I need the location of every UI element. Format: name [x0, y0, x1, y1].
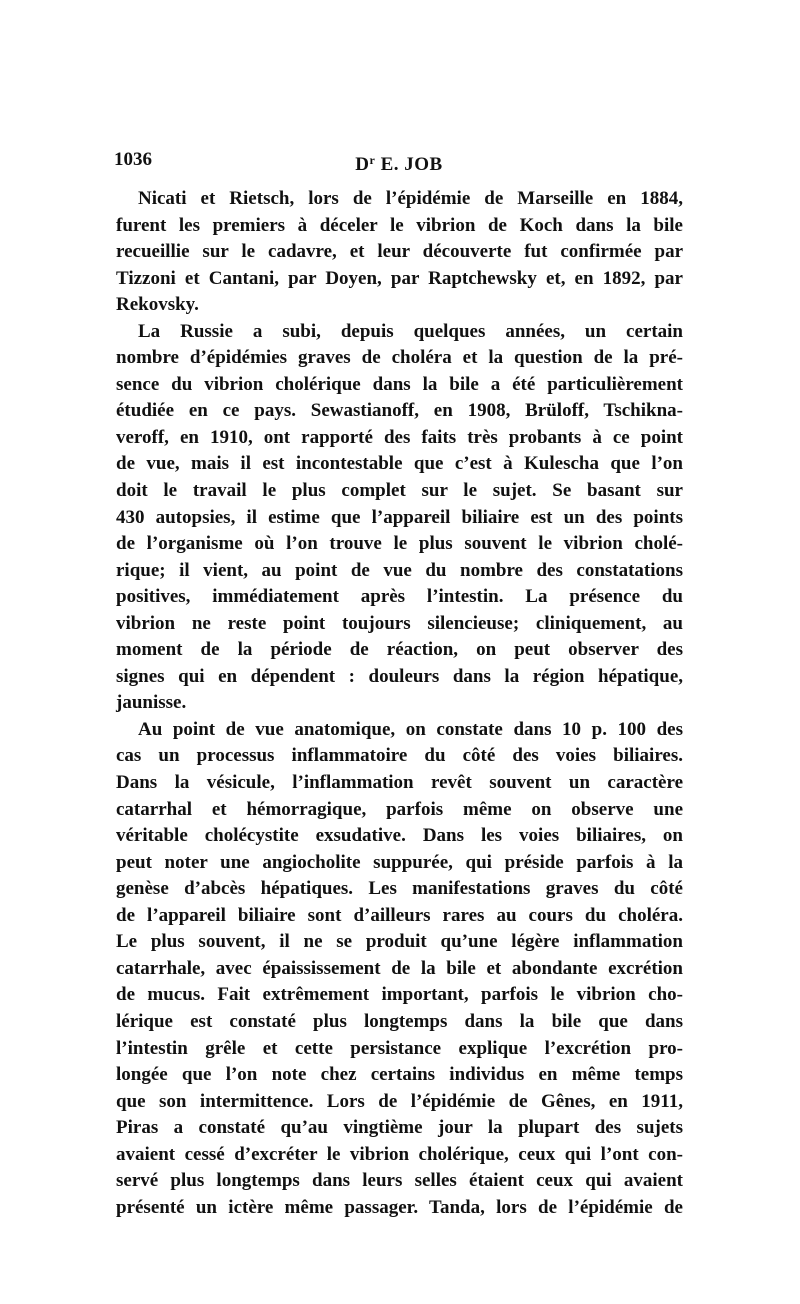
text-line: signes qui en dépendent : douleurs dans la région hépatique,: [116, 665, 683, 687]
text-line: catarrhale, avec épaississement de la bile et abondante excrétion: [116, 957, 683, 979]
author-name: E. JOB: [380, 154, 443, 175]
text-line: véritable cholécystite exsudative. Dans les voies biliaires, on: [116, 825, 683, 847]
text-line: que son intermittence. Lors de l’épidémie de Gênes, en 1911,: [116, 1090, 683, 1112]
text-line: jaunisse.: [116, 692, 187, 714]
text-line: lérique est constaté plus longtemps dans la bile que dans: [116, 1010, 683, 1032]
text-line: nombre d’épidémies graves de choléra et la question de la pré-: [116, 347, 683, 369]
text-line: longée que l’on note chez certains individus en même temps: [116, 1064, 683, 1086]
text-line: présenté un ictère même passager. Tanda, lors de l’épidémie de: [116, 1196, 683, 1218]
author-prefix: D: [355, 154, 370, 175]
text-line: catarrhal et hémorragique, parfois même on observe une: [116, 798, 683, 820]
text-line: de l’appareil biliaire sont d’ailleurs rares au cours du choléra.: [116, 904, 683, 926]
text-line: Le plus souvent, il ne se produit qu’une légère inflammation: [116, 931, 683, 953]
text-line: positives, immédiatement après l’intestin. La présence du: [116, 586, 683, 608]
body-text: [116, 186, 683, 1221]
text-line: servé plus longtemps dans leurs selles étaient ceux qui avaient: [116, 1170, 683, 1192]
text-line: Nicati et Rietsch, lors de l’épidémie de Marseille en 1884,: [138, 188, 683, 209]
running-title: [114, 146, 684, 179]
text-line: peut noter une angiocholite suppurée, qui préside parfois à la: [116, 851, 683, 873]
running-head: [114, 146, 684, 174]
text-line: recueillie sur le cadavre, et leur découverte fut confirmée par: [116, 241, 683, 263]
text-line: Au point de vue anatomique, on constate dans 10 p. 100 des: [138, 718, 683, 740]
text-line: de mucus. Fait extrêmement important, parfois le vibrion cho-: [116, 984, 683, 1006]
text-line: furent les premiers à déceler le vibrion de Koch dans la bile: [116, 214, 683, 236]
text-line: vibrion ne reste point toujours silencieuse; cliniquement, au: [116, 612, 683, 634]
paragraph-2: [116, 319, 683, 717]
text-line: de vue, mais il est incontestable que c’est à Kulescha que l’on: [116, 453, 683, 475]
paragraph-1: [116, 186, 683, 319]
text-line: veroff, en 1910, ont rapporté des faits très probants à ce point: [116, 426, 683, 448]
text-line: 430 autopsies, il estime que l’appareil biliaire est un des points: [116, 506, 683, 528]
text-line: La Russie a subi, depuis quelques années, un certain: [138, 320, 683, 342]
text-line: Piras a constaté qu’au vingtième jour la plupart des sujets: [116, 1117, 683, 1139]
page-number: 1036: [114, 149, 152, 170]
text-line: doit le travail le plus complet sur le sujet. Se basant sur: [116, 480, 683, 502]
text-line: rique; il vient, au point de vue du nombre des constatations: [116, 559, 683, 581]
text-line: Rekovsky.: [116, 294, 199, 316]
author-prefix-sup: r: [369, 153, 376, 167]
paragraph-3: [116, 717, 683, 1221]
text-line: sence du vibrion cholérique dans la bile a été particulièrement: [116, 373, 683, 395]
text-line: l’intestin grêle et cette persistance explique l’excrétion pro-: [116, 1037, 683, 1059]
text-line: Tizzoni et Cantani, par Doyen, par Raptchewsky et, en 1892, par: [116, 267, 683, 289]
text-line: de l’organisme où l’on trouve le plus souvent le vibrion cholé-: [116, 533, 683, 555]
text-line: moment de la période de réaction, on peut observer des: [116, 639, 683, 661]
text-line: avaient cessé d’excréter le vibrion cholérique, ceux qui l’ont con-: [116, 1143, 683, 1165]
text-line: Dans la vésicule, l’inflammation revêt souvent un caractère: [116, 772, 683, 794]
text-line: étudiée en ce pays. Sewastianoff, en 1908, Brüloff, Tschikna-: [116, 400, 683, 422]
text-line: genèse d’abcès hépatiques. Les manifestations graves du côté: [116, 878, 683, 900]
text-line: cas un processus inflammatoire du côté des voies biliaires.: [116, 745, 683, 767]
